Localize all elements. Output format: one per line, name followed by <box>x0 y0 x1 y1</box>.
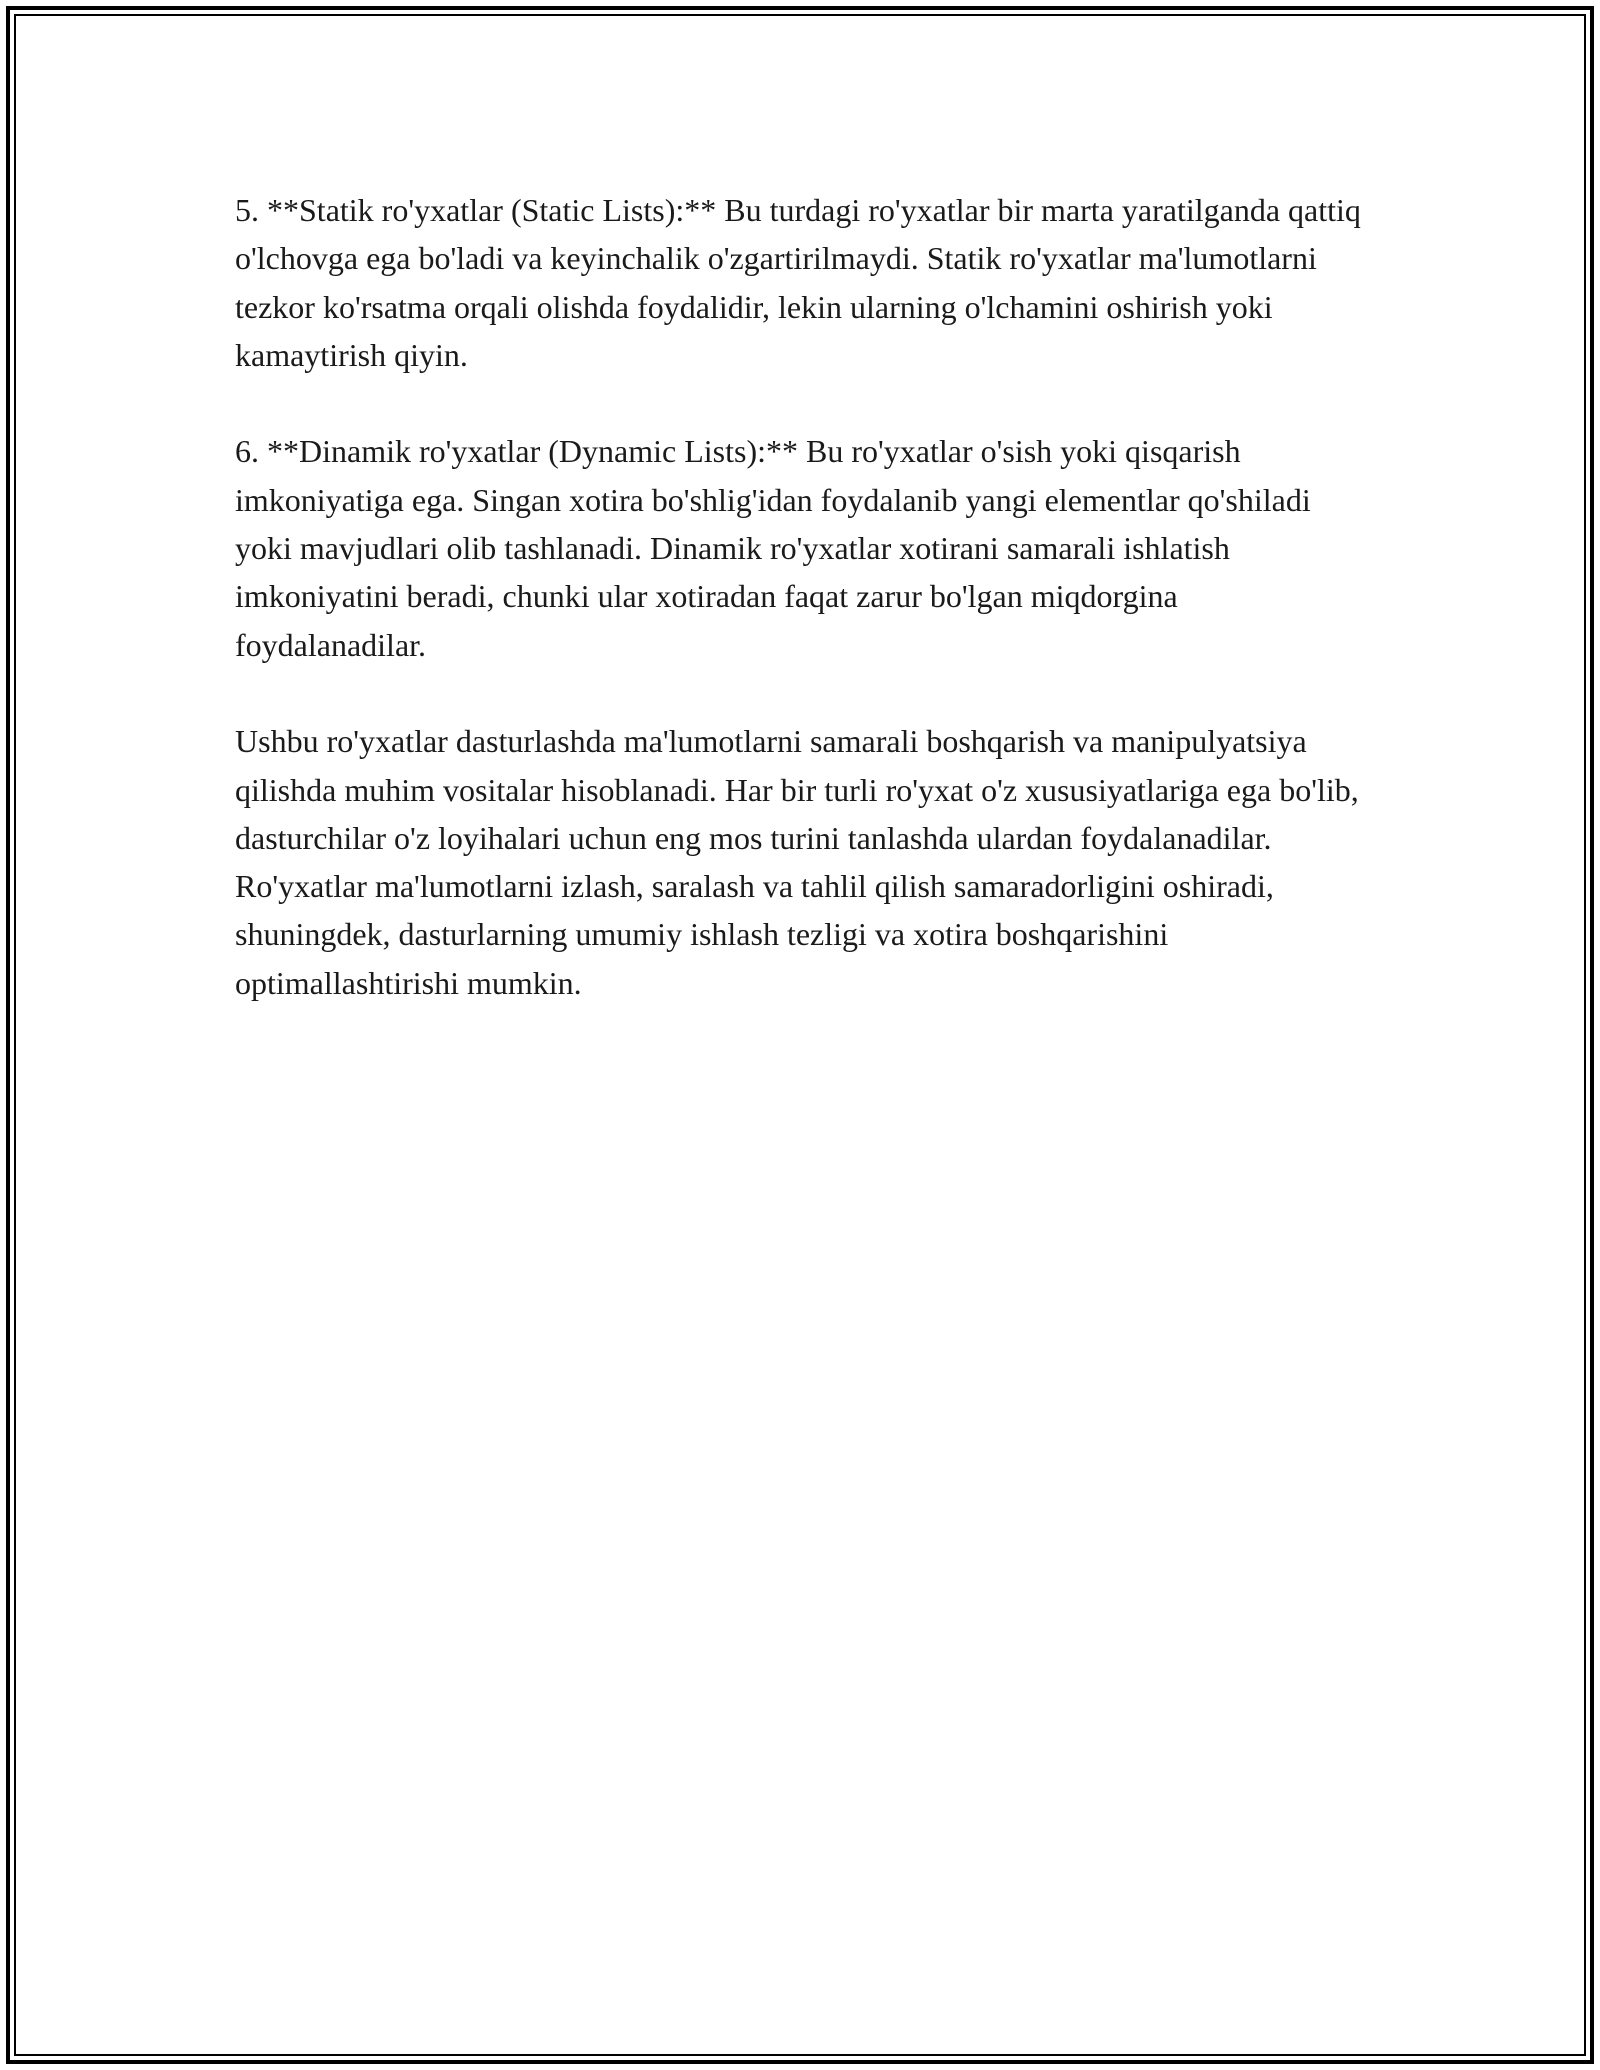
paragraph-dynamic-lists: 6. **Dinamik ro'yxatlar (Dynamic Lists):** Bu ro'yxatlar o'sish yoki qisqarish imkoniyatiga ega. Singan xotira bo'shlig'idan foydalanib yangi elementlar qo'shiladi yoki mavjudlari olib tashlanadi. Dinamik ro'yxatlar xotirani samarali ishlatish imkoniyatini beradi, chunki ular xotiradan faqat zarur bo'lgan miqdorgina foydalanadilar. <box>235 433 1311 663</box>
paragraph-summary: Ushbu ro'yxatlar dasturlashda ma'lumotlarni samarali boshqarish va manipulyatsiya qilishda muhim vositalar hisoblanadi. Har bir turli ro'yxat o'z xususiyatlariga ega bo'lib, dasturchilar o'z loyihalari uchun eng mos turini tanlashda ulardan foydalanadilar. Ro'yxatlar ma'lumotlarni izlash, saralash va tahlil qilish samaradorligini oshiradi, shuningdek, dasturlarning umumiy ishlash tezligi va xotira boshqarishini optimallashtirishi mumkin. <box>235 723 1359 1001</box>
paragraph-static-lists: 5. **Statik ro'yxatlar (Static Lists):** Bu turdagi ro'yxatlar bir marta yaratilganda qattiq o'lchovga ega bo'ladi va keyinchalik o'zgartirilmaydi. Statik ro'yxatlar ma'lumotlarni tezkor ko'rsatma orqali olishda foydalidir, lekin ularning o'lchamini oshirish yoki kamaytirish qiyin. <box>235 192 1361 373</box>
document-body <box>235 186 1370 1055</box>
